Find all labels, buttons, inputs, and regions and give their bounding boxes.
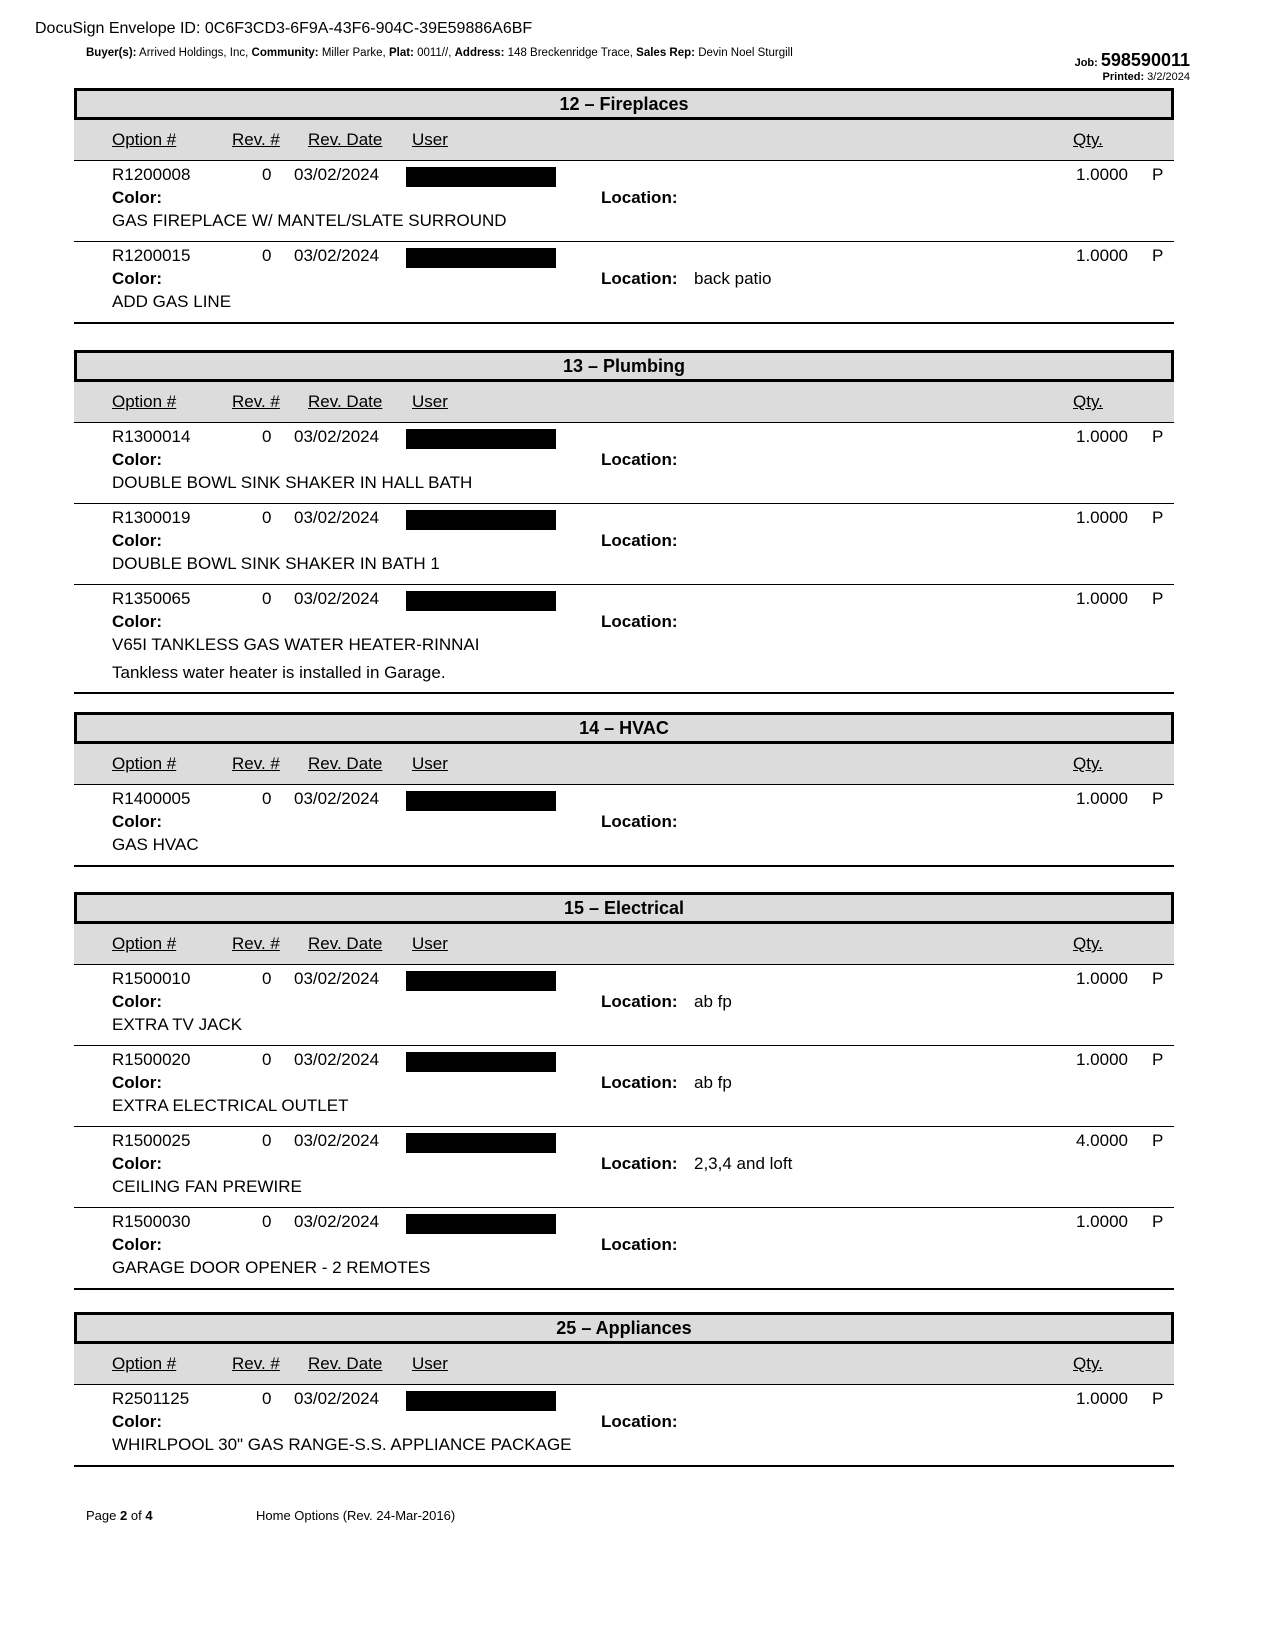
col-user: User (412, 1354, 448, 1373)
location-label: Location: (601, 188, 678, 207)
option-number: R1300014 (112, 427, 191, 446)
redacted-user (406, 1391, 556, 1411)
rev-number: 0 (262, 427, 272, 446)
option-note: Tankless water heater is installed in Garage. (112, 663, 446, 682)
quantity: 4.0000 (1076, 1131, 1128, 1150)
section-title: 12 – Fireplaces (74, 88, 1174, 120)
rev-date: 03/02/2024 (294, 246, 380, 265)
job-meta: Buyer(s): Arrived Holdings, Inc, Community: Miller Parke, Plat: 0011//, Address: 148 Breckenridge Trace, Sales Rep: Devin Noel Sturgill (86, 47, 793, 59)
status-flag: P (1152, 165, 1164, 184)
rev-date: 03/02/2024 (294, 1131, 380, 1150)
column-header (74, 924, 1174, 965)
section (74, 350, 1174, 694)
option-row (74, 1127, 1174, 1208)
location-label: Location: (601, 269, 678, 288)
status-flag: P (1152, 789, 1164, 808)
option-row (74, 965, 1174, 1046)
location-label: Location: (601, 992, 678, 1011)
col-rev: Rev. # (232, 130, 280, 149)
option-row (74, 1385, 1174, 1467)
redacted-user (406, 1133, 556, 1153)
status-flag: P (1152, 508, 1164, 527)
color-label: Color: (112, 450, 163, 469)
location-label: Location: (601, 450, 678, 469)
color-label: Color: (112, 531, 163, 550)
location-label: Location: (601, 612, 678, 631)
option-description: DOUBLE BOWL SINK SHAKER IN BATH 1 (112, 554, 440, 573)
rev-date: 03/02/2024 (294, 1050, 380, 1069)
col-qty: Qty. (1073, 130, 1103, 149)
col-qty: Qty. (1073, 1354, 1103, 1373)
status-flag: P (1152, 589, 1164, 608)
rev-number: 0 (262, 1389, 272, 1408)
option-number: R1350065 (112, 589, 191, 608)
quantity: 1.0000 (1076, 1389, 1128, 1408)
quantity: 1.0000 (1076, 789, 1128, 808)
section (74, 1312, 1174, 1467)
col-rev: Rev. # (232, 934, 280, 953)
color-label: Color: (112, 612, 163, 631)
col-user: User (412, 392, 448, 411)
col-date: Rev. Date (308, 130, 383, 149)
location-label: Location: (601, 1073, 678, 1092)
option-row (74, 242, 1174, 324)
rev-date: 03/02/2024 (294, 508, 380, 527)
option-description: DOUBLE BOWL SINK SHAKER IN HALL BATH (112, 473, 473, 492)
status-flag: P (1152, 1389, 1164, 1408)
col-rev: Rev. # (232, 392, 280, 411)
section-title: 14 – HVAC (74, 712, 1174, 744)
option-description: V65I TANKLESS GAS WATER HEATER-RINNAI (112, 635, 480, 654)
location-value: 2,3,4 and loft (694, 1154, 793, 1173)
option-number: R1500010 (112, 969, 191, 988)
col-rev: Rev. # (232, 1354, 280, 1373)
col-qty: Qty. (1073, 754, 1103, 773)
status-flag: P (1152, 1131, 1164, 1150)
column-header (74, 382, 1174, 423)
option-row (74, 585, 1174, 694)
color-label: Color: (112, 992, 163, 1011)
location-value: back patio (694, 269, 772, 288)
option-description: GAS FIREPLACE W/ MANTEL/SLATE SURROUND (112, 211, 507, 230)
section (74, 892, 1174, 1290)
status-flag: P (1152, 427, 1164, 446)
rev-number: 0 (262, 508, 272, 527)
location-label: Location: (601, 1412, 678, 1431)
col-option: Option # (112, 392, 177, 411)
column-header (74, 1344, 1174, 1385)
redacted-user (406, 971, 556, 991)
col-option: Option # (112, 934, 177, 953)
location-label: Location: (601, 812, 678, 831)
redacted-user (406, 591, 556, 611)
quantity: 1.0000 (1076, 508, 1128, 527)
col-user: User (412, 130, 448, 149)
rev-number: 0 (262, 969, 272, 988)
quantity: 1.0000 (1076, 589, 1128, 608)
form-revision: Home Options (Rev. 24-Mar-2016) (256, 1508, 456, 1523)
color-label: Color: (112, 1154, 163, 1173)
option-row (74, 504, 1174, 585)
option-number: R1500025 (112, 1131, 191, 1150)
section-title: 13 – Plumbing (74, 350, 1174, 382)
section (74, 712, 1174, 867)
color-label: Color: (112, 1235, 163, 1254)
col-user: User (412, 754, 448, 773)
column-header (74, 120, 1174, 161)
option-number: R1300019 (112, 508, 191, 527)
option-number: R2501125 (112, 1389, 190, 1408)
rev-date: 03/02/2024 (294, 789, 380, 808)
col-qty: Qty. (1073, 392, 1103, 411)
redacted-user (406, 248, 556, 268)
quantity: 1.0000 (1076, 427, 1128, 446)
job-number: Job: 598590011 (1074, 50, 1190, 70)
col-option: Option # (112, 754, 177, 773)
location-label: Location: (601, 1235, 678, 1254)
rev-date: 03/02/2024 (294, 969, 380, 988)
column-header (74, 744, 1174, 785)
col-option: Option # (112, 130, 177, 149)
rev-date: 03/02/2024 (294, 589, 380, 608)
option-description: CEILING FAN PREWIRE (112, 1177, 302, 1196)
quantity: 1.0000 (1076, 1050, 1128, 1069)
section-title: 25 – Appliances (74, 1312, 1174, 1344)
redacted-user (406, 1214, 556, 1234)
status-flag: P (1152, 246, 1164, 265)
option-description: EXTRA ELECTRICAL OUTLET (112, 1096, 349, 1115)
option-row (74, 785, 1174, 867)
status-flag: P (1152, 969, 1164, 988)
section (74, 88, 1174, 324)
option-row (74, 1208, 1174, 1290)
redacted-user (406, 1052, 556, 1072)
option-description: GAS HVAC (112, 835, 199, 854)
option-number: R1500030 (112, 1212, 191, 1231)
rev-date: 03/02/2024 (294, 1212, 380, 1231)
option-number: R1200015 (112, 246, 191, 265)
col-option: Option # (112, 1354, 177, 1373)
quantity: 1.0000 (1076, 969, 1128, 988)
quantity: 1.0000 (1076, 1212, 1128, 1231)
location-label: Location: (601, 531, 678, 550)
option-description: GARAGE DOOR OPENER - 2 REMOTES (112, 1258, 431, 1277)
col-date: Rev. Date (308, 934, 383, 953)
option-description: WHIRLPOOL 30" GAS RANGE-S.S. APPLIANCE PACKAGE (112, 1435, 572, 1454)
col-date: Rev. Date (308, 754, 383, 773)
col-date: Rev. Date (308, 392, 383, 411)
redacted-user (406, 791, 556, 811)
color-label: Color: (112, 188, 163, 207)
option-description: ADD GAS LINE (112, 292, 232, 311)
option-row (74, 423, 1174, 504)
rev-number: 0 (262, 1212, 272, 1231)
rev-date: 03/02/2024 (294, 165, 380, 184)
option-number: R1500020 (112, 1050, 191, 1069)
rev-number: 0 (262, 1050, 272, 1069)
col-user: User (412, 934, 448, 953)
location-value: ab fp (694, 1073, 732, 1092)
color-label: Color: (112, 1073, 163, 1092)
option-row (74, 161, 1174, 242)
rev-number: 0 (262, 246, 272, 265)
printed-date: Printed: 3/2/2024 (1102, 71, 1190, 83)
col-qty: Qty. (1073, 934, 1103, 953)
color-label: Color: (112, 269, 163, 288)
color-label: Color: (112, 1412, 163, 1431)
rev-number: 0 (262, 789, 272, 808)
section-title: 15 – Electrical (74, 892, 1174, 924)
quantity: 1.0000 (1076, 246, 1128, 265)
redacted-user (406, 510, 556, 530)
location-label: Location: (601, 1154, 678, 1173)
col-rev: Rev. # (232, 754, 280, 773)
option-description: EXTRA TV JACK (112, 1015, 243, 1034)
color-label: Color: (112, 812, 163, 831)
location-value: ab fp (694, 992, 732, 1011)
status-flag: P (1152, 1212, 1164, 1231)
option-number: R1200008 (112, 165, 191, 184)
rev-number: 0 (262, 165, 272, 184)
option-number: R1400005 (112, 789, 191, 808)
rev-number: 0 (262, 1131, 272, 1150)
rev-date: 03/02/2024 (294, 1389, 380, 1408)
rev-number: 0 (262, 589, 272, 608)
status-flag: P (1152, 1050, 1164, 1069)
redacted-user (406, 167, 556, 187)
col-date: Rev. Date (308, 1354, 383, 1373)
rev-date: 03/02/2024 (294, 427, 380, 446)
envelope-id: DocuSign Envelope ID: 0C6F3CD3-6F9A-43F6-904C-39E59886A6BF (35, 20, 533, 37)
quantity: 1.0000 (1076, 165, 1128, 184)
page-number: Page 2 of 4 (86, 1508, 153, 1523)
option-row (74, 1046, 1174, 1127)
redacted-user (406, 429, 556, 449)
